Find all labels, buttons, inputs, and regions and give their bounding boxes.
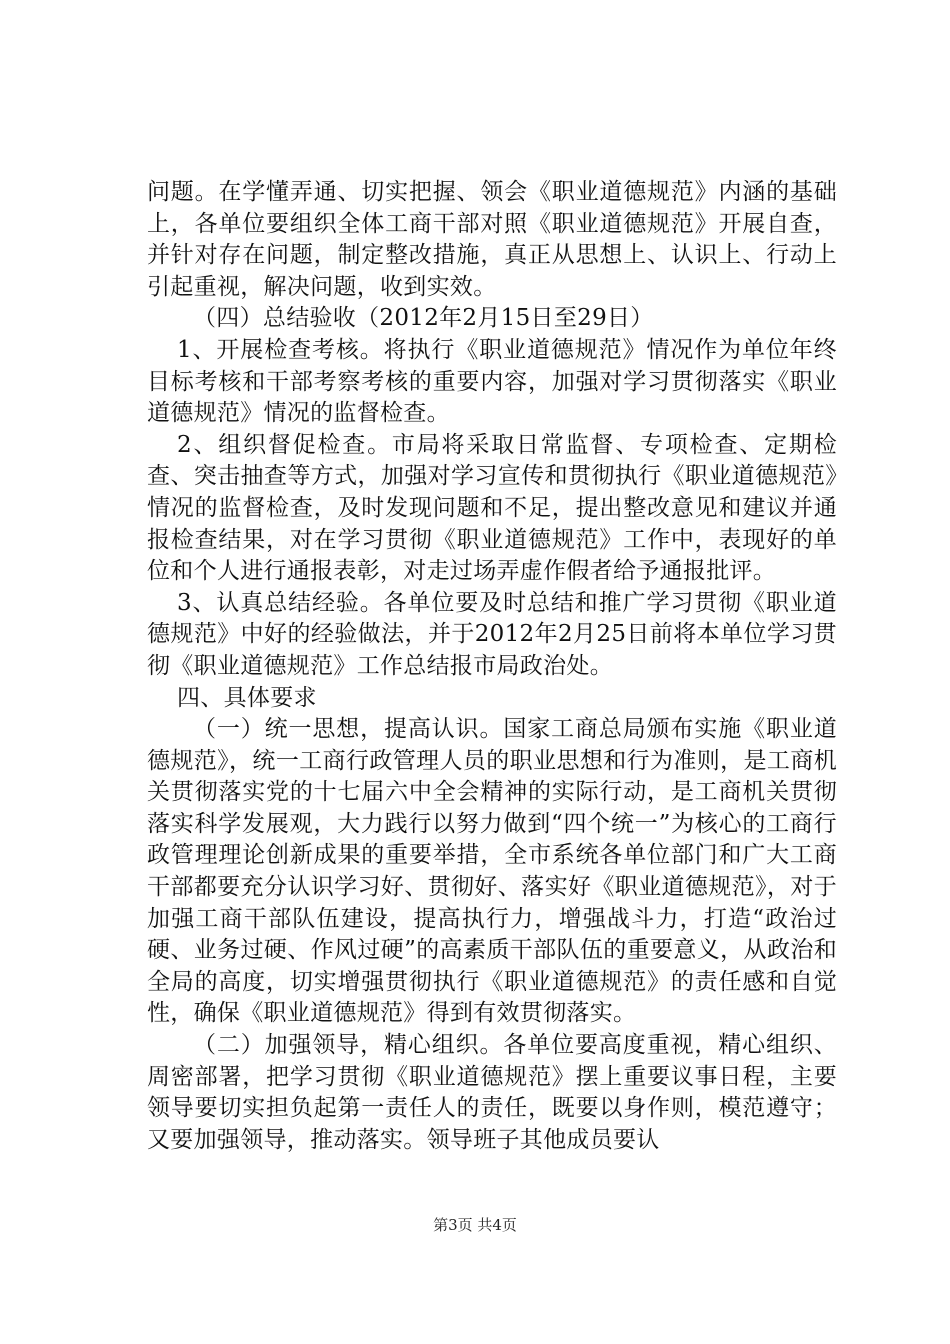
document-body: [147, 177, 837, 1156]
paragraph-requirement-1: （一）统一思想，提高认识。国家工商总局颁布实施《职业道德规范》，统一工商行政管理人员的职业思想和行为准则，是工商机关贯彻落实党的十七届六中全会精神的实际行动，是工商机关贯彻落实科学发展观，大力践行以努力做到“四个统一”为核心的工商行政管理理论创新成果的重要举措，全市系统各单位部门和广大工商干部都要充分认识学习好、贯彻好、落实好《职业道德规范》，对于加强工商干部队伍建设，提高执行力，增强战斗力，打造“政治过硬、业务过硬、作风过硬”的高素质干部队伍的重要意义，从政治和全局的高度，切实增强贯彻执行《职业道德规范》的责任感和自觉性，确保《职业道德规范》得到有效贯彻落实。: [147, 716, 837, 1027]
section-heading-requirements: 四、具体要求: [177, 684, 317, 711]
paragraph-item-1: 1、开展检查考核。将执行《职业道德规范》情况作为单位年终目标考核和干部考察考核的重要内容，加强对学习贯彻落实《职业道德规范》情况的监督检查。: [147, 336, 837, 427]
paragraph-item-3: 3、认真总结经验。各单位要及时总结和推广学习贯彻《职业道德规范》中好的经验做法，并于2012年2月25日前将本单位学习贯彻《职业道德规范》工作总结报市局政治处。: [147, 589, 837, 679]
page-footer: 第3页 共4页: [433, 1216, 517, 1234]
paragraph-continuation: 问题。在学懂弄通、切实把握、领会《职业道德规范》内涵的基础上，各单位要组织全体工商干部对照《职业道德规范》开展自查，并针对存在问题，制定整改措施，真正从思想上、认识上、行动上引起重视，解决问题，收到实效。: [147, 179, 837, 300]
paragraph-requirement-2: （二）加强领导，精心组织。各单位要高度重视，精心组织、周密部署，把学习贯彻《职业道德规范》摆上重要议事日程，主要领导要切实担负起第一责任人的责任，既要以身作则，模范遵守；又要加强领导，推动落实。领导班子其他成员要认: [147, 1032, 837, 1153]
section-heading-summary: （四）总结验收（2012年2月15日至29日）: [193, 305, 654, 332]
paragraph-item-2: 2、组织督促检查。市局将采取日常监督、专项检查、定期检查、突击抽查等方式，加强对学习宣传和贯彻执行《职业道德规范》情况的监督检查，及时发现问题和不足，提出整改意见和建议并通报检查结果，对在学习贯彻《职业道德规范》工作中，表现好的单位和个人进行通报表彰，对走过场弄虚作假者给予通报批评。: [147, 431, 837, 585]
